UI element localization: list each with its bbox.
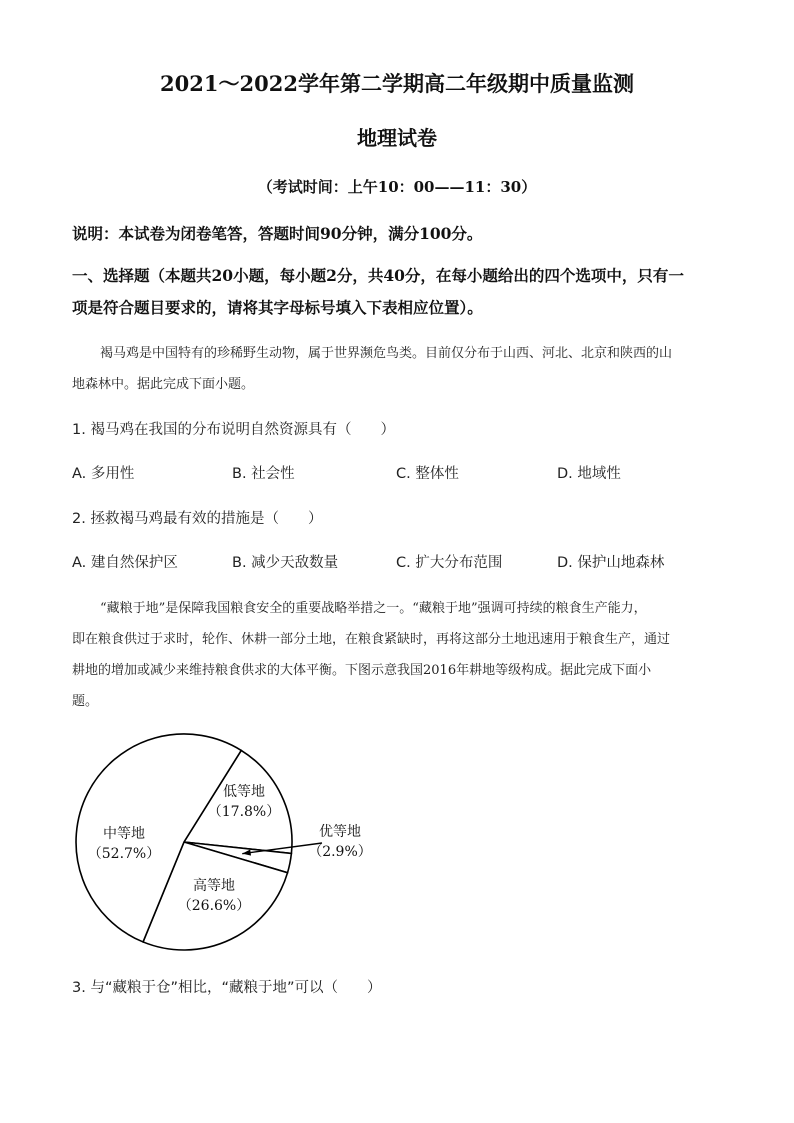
pie-label-value-1: （17.8%） [207, 804, 281, 820]
exam-instructions: 说明：本试卷为闭卷笔答，答题时间90分钟，满分100分。 [72, 224, 483, 243]
question-1-option-d[interactable]: D. 地域性 [557, 466, 621, 482]
pie-label-name-3: 高等地 [193, 878, 235, 894]
passage1-line-1: 褐马鸡是中国特有的珍稀野生动物，属于世界濒危鸟类。目前仅分布于山西、河北、北京和陕西的山 [100, 346, 673, 361]
passage2-line-2: 即在粮食供过于求时，轮作、休耕一部分土地，在粮食紧缺时，再将这部分土地迅速用于粮食生产，通过 [72, 632, 671, 647]
question-1-option-b[interactable]: B. 社会性 [232, 466, 295, 482]
passage2-line-4: 题。 [72, 694, 99, 709]
passage2-line-1: “藏粮于地”是保障我国粮食安全的重要战略举措之一。“藏粮于地”强调可持续的粮食生产能力， [100, 601, 647, 616]
pie-label-name-4: 中等地 [103, 826, 145, 842]
question-2-option-a[interactable]: A. 建自然保护区 [72, 555, 178, 571]
question-2-stem: 2. 拯救褐马鸡最有效的措施是（ ） [72, 511, 323, 527]
section-heading-line-2: 项是符合题目要求的，请将其字母标号填入下表相应位置）。 [72, 298, 483, 317]
question-1-option-a[interactable]: A. 多用性 [72, 466, 135, 482]
passage2-line-3: 耕地的增加或减少来维持粮食供求的大体平衡。下图示意我国2016年耕地等级构成。据此完成下面小 [72, 663, 652, 678]
pie-label-value-3: （26.6%） [177, 898, 251, 914]
exam-subject: 地理试卷 [357, 126, 437, 150]
question-3-stem: 3. 与“藏粮于仓”相比，“藏粮于地”可以（ ） [72, 980, 382, 996]
question-2-option-c[interactable]: C. 扩大分布范围 [396, 555, 503, 571]
passage1-line-2: 地森林中。据此完成下面小题。 [72, 377, 255, 392]
exam-time: （考试时间：上午10：00——11：30） [257, 178, 537, 196]
pie-label-name-1: 低等地 [223, 784, 265, 800]
question-2-option-d[interactable]: D. 保护山地森林 [557, 555, 665, 571]
question-2-option-b[interactable]: B. 减少天敌数量 [232, 555, 339, 571]
farmland-grade-pie-chart [66, 730, 406, 960]
section-heading-line-1: 一、选择题（本题共20小题，每小题2分，共40分，在每小题给出的四个选项中，只有一 [72, 266, 684, 285]
pie-label-value-4: （52.7%） [87, 846, 161, 862]
question-1-stem: 1. 褐马鸡在我国的分布说明自然资源具有（ ） [72, 422, 395, 438]
exam-title: 2021～2022学年第二学期高二年级期中质量监测 [160, 71, 634, 96]
question-1-option-c[interactable]: C. 整体性 [396, 466, 459, 482]
pie-label-name-2: 优等地 [319, 824, 361, 840]
pie-label-value-2: （2.9%） [308, 844, 372, 860]
